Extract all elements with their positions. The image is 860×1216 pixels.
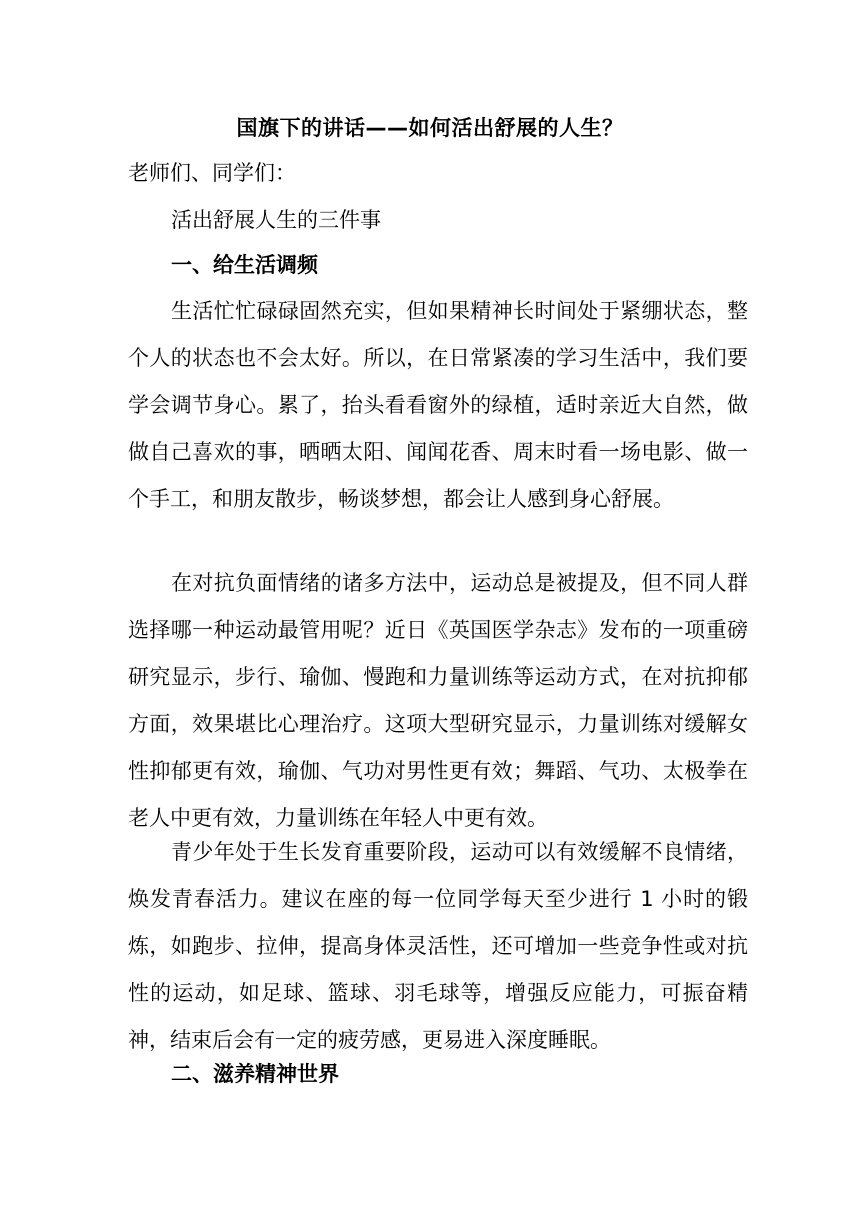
- paragraph-1: 生活忙忙碌碌固然充实，但如果精神长时间处于紧绷状态，整个人的状态也不会太好。所以，在日常紧凑的学习生活中，我们要学会调节身心。累了，抬头看看窗外的绿植，适时亲近大自然，做做自己喜欢的事，晒晒太阳、闻闻花香、周末时看一场电影、做一个手工，和朋友散步，畅谈梦想，都会让人感到身心舒展。: [128, 299, 748, 511]
- section-heading-1: 一、给生活调频: [171, 253, 318, 277]
- paragraph-2: 在对抗负面情绪的诸多方法中，运动总是被提及，但不同人群选择哪一种运动最管用呢？近日《英国医学杂志》发布的一项重磅研究显示，步行、瑜伽、慢跑和力量训练等运动方式，在对抗抑郁方面，效果堪比心理治疗。这项大型研究显示，力量训练对缓解女性抑郁更有效，瑜伽、气功对男性更有效；舞蹈、气功、太极拳在老人中更有效，力量训练在年轻人中更有效。: [128, 571, 748, 830]
- speech-subtitle: 活出舒展人生的三件事: [171, 208, 381, 232]
- section-heading-2: 二、滋养精神世界: [171, 1062, 339, 1086]
- salutation: 老师们、同学们：: [128, 161, 296, 185]
- paragraph-3: 青少年处于生长发育重要阶段，运动可以有效缓解不良情绪，焕发青春活力。建议在座的每一位同学每天至少进行 1 小时的锻炼，如跑步、拉伸，提高身体灵活性，还可增加一些竞争性或对抗性的运动，如足球、篮球、羽毛球等，增强反应能力，可振奋精神，结束后会有一定的疲劳感，更易进入深度睡眠。: [128, 840, 748, 1052]
- document-title: 国旗下的讲话——如何活出舒展的人生？: [236, 116, 624, 140]
